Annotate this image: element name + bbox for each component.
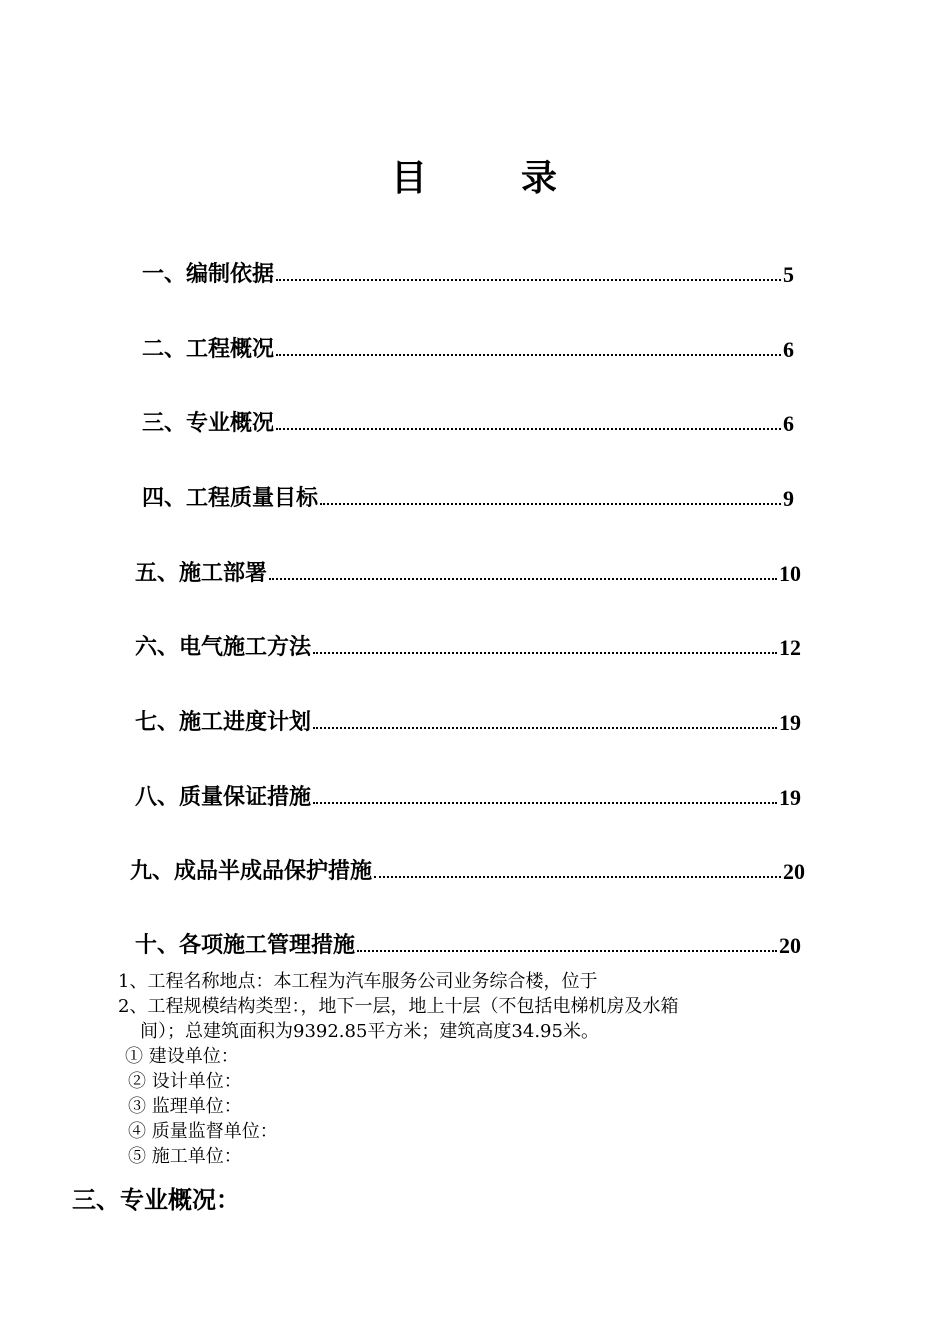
toc-leader-dots <box>276 354 781 356</box>
toc-entry[interactable] <box>135 929 801 959</box>
toc-leader-dots <box>276 279 781 281</box>
toc-entry[interactable] <box>135 781 801 811</box>
toc-entry-label: 九、成品半成品保护措施 <box>130 859 373 884</box>
unit-construction: ① 建设单位： <box>125 1046 239 1067</box>
toc-leader-dots <box>357 950 777 952</box>
toc-entry-page: 20 <box>779 933 801 958</box>
toc-leader-dots <box>320 503 781 505</box>
toc-leader-dots <box>269 578 777 580</box>
toc-entry[interactable] <box>142 258 794 288</box>
toc-entry[interactable] <box>142 333 794 363</box>
toc-entry-label: 七、施工进度计划 <box>135 710 312 735</box>
toc-entry-label: 二、工程概况 <box>142 337 275 362</box>
toc-entry-label: 六、电气施工方法 <box>135 635 312 660</box>
toc-entry-page: 12 <box>779 635 801 660</box>
overview-item-2-line-1: 2、工程规模结构类型：，地下一层，地上十层（不包括电梯机房及水箱 <box>118 996 679 1017</box>
toc-entry-page: 19 <box>779 710 801 735</box>
toc-entry-label: 五、施工部署 <box>135 561 268 586</box>
toc-entry[interactable] <box>135 631 801 661</box>
toc-entry-label: 三、专业概况 <box>142 411 275 436</box>
toc-title <box>0 150 950 201</box>
toc-leader-dots <box>313 802 777 804</box>
section-heading: 三、专业概况： <box>72 1186 240 1214</box>
toc-title-left: 目 <box>390 158 429 199</box>
toc-title-right: 录 <box>521 158 560 199</box>
toc-leader-dots <box>374 876 781 878</box>
toc-entry-label: 八、质量保证措施 <box>135 785 312 810</box>
toc-entry[interactable] <box>135 706 801 736</box>
toc-entry[interactable] <box>142 482 794 512</box>
toc-entry[interactable] <box>142 407 794 437</box>
toc-entry-label: 一、编制依据 <box>142 262 275 287</box>
toc-entry[interactable] <box>135 557 801 587</box>
toc-entry[interactable] <box>130 855 805 885</box>
unit-supervision: ③ 监理单位： <box>128 1096 242 1117</box>
overview-item-1: 1、工程名称地点：本工程为汽车服务公司业务综合楼，位于 <box>118 971 598 992</box>
unit-design: ② 设计单位： <box>128 1071 242 1092</box>
toc-entry-page: 9 <box>783 486 794 511</box>
toc-entry-page: 10 <box>779 561 801 586</box>
toc-entry-page: 20 <box>783 859 805 884</box>
toc-entry-page: 6 <box>783 411 794 436</box>
unit-quality-supervision: ④ 质量监督单位： <box>128 1121 278 1142</box>
toc-leader-dots <box>313 727 777 729</box>
toc-entry-page: 19 <box>779 785 801 810</box>
toc-entry-page: 5 <box>783 262 794 287</box>
toc-leader-dots <box>276 428 781 430</box>
toc-entry-label: 四、工程质量目标 <box>142 486 319 511</box>
toc-leader-dots <box>313 652 777 654</box>
toc-entry-label: 十、各项施工管理措施 <box>135 933 356 958</box>
overview-item-2-line-2: 间）；总建筑面积为9392.85平方米；建筑高度34.95米。 <box>140 1021 599 1042</box>
unit-contractor: ⑤ 施工单位： <box>128 1146 242 1167</box>
toc-entry-page: 6 <box>783 337 794 362</box>
